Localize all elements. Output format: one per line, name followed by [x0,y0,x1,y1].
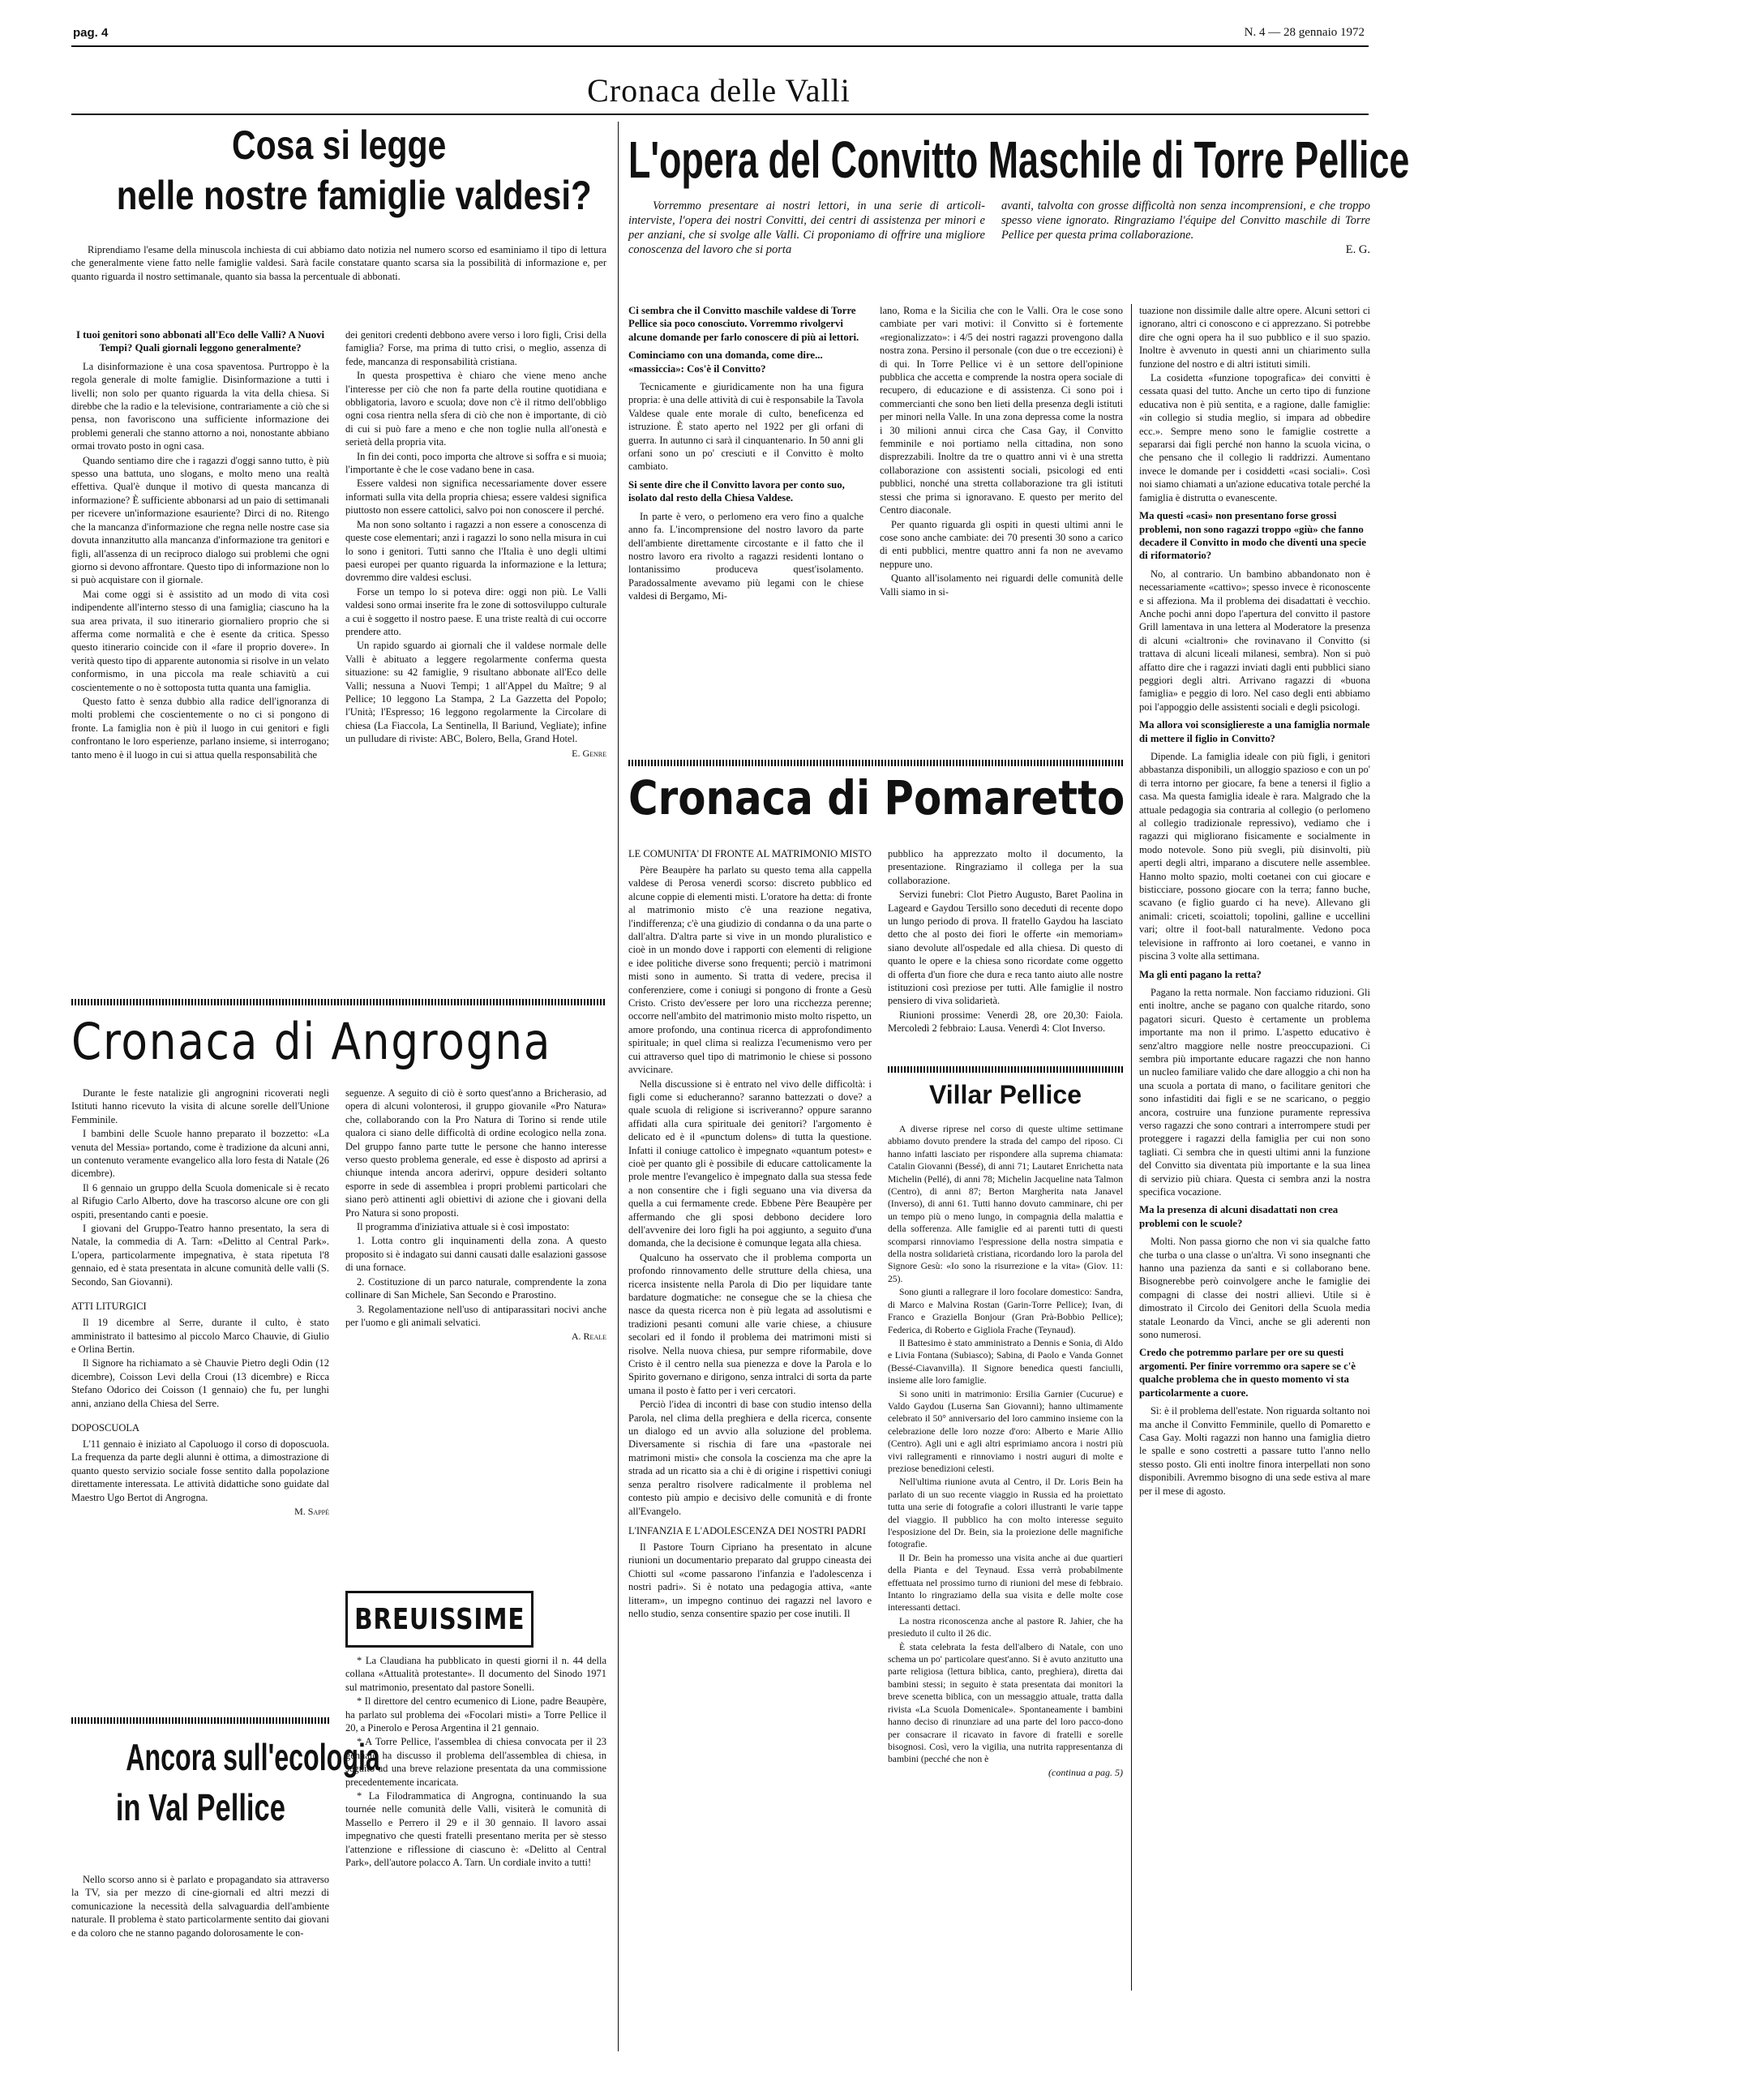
breuissime-box [345,1591,533,1648]
convitto-para: tuazione non dissimile dalle altre opere. Alcuni settori ci ignorano, altri ci conoscono e ci apprezzano. Si potrebbe dire che ogni opera ha il suo pubblico e il suo spazio. Inoltre è avvenuto in questi anni un chiarimento sulla funzione del nostro e di altri istituti simili. [1139,305,1370,370]
breuissime-para: * La Filodrammatica di Angrogna, continuando la sua tournée nelle comunità delle Valli, visiterà le comunità di Massello e Perrero il 29 e il 30 gennaio. Il lavoro assai impegnativo che questi fratelli presentano merita per sè stesso l'attenzione e riflessione di ciascuno è: «Delitto al Central Park», dell'autore polacco A. Tarn. Un cordiale invito a tutti! [345,1790,606,1869]
villar-para: Sono giunti a rallegrare il loro focolare domestico: Sandra, di Marco e Malvina Rostan (Garin-Torre Pellice); Ivan, di Franco e Graziella Bonjour (Gran Prà-Bobbio Pellice); Federica, di Roberto e Gigliola Frache (Teynaud). [888,1287,1123,1335]
legge-para: dei genitori credenti debbono avere verso i loro figli, Crisi della famiglia? Forse, ma prima di tutto crisi, o meglio, assenza di fede, mancanza di responsabilità cristiana. [345,329,606,367]
legge-para: Un rapido sguardo ai giornali che il valdese normale delle Valli è abituato a leggere regolarmente conferma questa situazione: su 42 famiglie, 9 risultano abbonate all'Eco delle Valli; nessuna a Nuovi Tempi; 1 all'Appel du Maître; 9 al Pellice; 10 leggono La Stampa, 2 La Gazzetta del Popolo; l'Unità; l'Espresso; 16 leggono regolarmente la Circolare di chiesa (La Fiaccola, La Sentinella, Il Bariund, Vegliate); infine un pulludare di riviste: ABC, Bolero, Bella, Grand Hotel. [345,640,606,745]
convitto-divider [628,760,1123,766]
villar-headline [888,1080,1123,1110]
column-rule [618,122,619,2051]
angrogna-title: Cronaca di Angrogna [71,1012,552,1071]
legge-col-1 [71,328,329,993]
legge-col-2 [345,328,606,993]
legge-para: Essere valdesi non significa necessariamente dover essere informati sulla vita della propria chiesa; essere valdesi significa piuttosto non essere cattolici, salvo poi non conoscere il perché. [345,478,606,516]
convitto-para: Molti. Non passa giorno che non vi sia qualche fatto che turba o una classe o un'altra. Vi sono insegnanti che hanno una pazienza da santi e si collaborano bene. Bisognerebbe però coinvolgere anche le famiglie dei compagni di classe dei nostri allievi. Utile si è dimostrato il Circolo dei Genitori della Scuola media statale Leonardo da Vinci, anche se gli aderenti non sono numerosi. [1139,1236,1370,1341]
legge-para: Quando sentiamo dire che i ragazzi d'oggi sanno tutto, è più spesso una battuta, uno slogans, e molto meno una realtà effettiva. Qual'è dunque il motivo di questa mancanza di informazione? È sufficiente abbonarsi ad un paio di settimanali per ricevere un'informazione esauriente? Dirci di no. Ritengo che la mancanza d'informazione che regna nelle nostre case sia dovuta innanzitutto alla mancanza d'informazione tra genitori e figli, all'assenza di un reciproco dialogo sui problemi che ogni giorno si devono affrontare. Questo tipo di informazione non lo si può acquistare con il giornale. [71,454,329,586]
villar-para: È stata celebrata la festa dell'albero di Natale, con uno schema un po' particolare quest'anno. Si è avuto anzitutto una parte religiosa (lettura biblica, canto, preghiera), diretta dai bambini stessi; in seguito è stata presentata dai monitori la breve scenetta biblica, con un messaggio attuale, tratta dalla rivista «La Scuola Domenicale». Spontaneamente i bambini hanno deciso di rinunziare ad una parte del loro pacco-dono per consacrare il ricavato in favore di fratelli e sorelle bisognosi. Così, vero la vigilia, una nutrita rappresentanza di bambini (pecché che non è [888,1641,1123,1765]
convitto-question: Ma allora voi sconsigliereste a una famiglia normale di mettere il figlio in Convitto? [1139,719,1370,744]
ecologia-para: Nello scorso anno si è parlato e propagandato sia attraverso la TV, sia per mezzo di cine-giornali ed altri mezzi di comunicazione la necessità della salvaguardia dell'ambiente naturale. Il problema è stato particolarmente sentito dai giovani e da coloro che ne stanno pagando dolorosamente le con- [71,1874,329,1939]
section-rule [71,114,1369,115]
convitto-para: Quanto all'isolamento nei riguardi delle comunità delle Valli siamo in si- [880,572,1123,598]
legge-title-2: nelle nostre famiglie valdesi? [116,173,592,218]
convitto-intro-b [1001,199,1370,257]
convitto-para: Pagano la retta normale. Non facciamo riduzioni. Gli enti inoltre, anche se pagano con qualche ritardo, sono pagatori sicuri. Questo è certamente un problema importante ma non il primo. L'aspetto educativo è senz'altro maggiore nelle nostre preoccupazioni. Ci sembra più importante educare ragazzi che non hanno un nucleo familiare valido che dare alloggio a chi non ha una scuola a portata di mano, o facilitare genitori che sono infastiditi dai figli e se ne scaricano, o peggio ancora, costruire una funzione puramente repressiva verso ragazzi che sono contrari a interrompere studi per proteggere i ragazzi della famiglia per cui non sono tagliati. Ci sembra che in questi ultimi anni la funzione del Convitto sia diventata più importante e la sua linea di servizio più chiara. Questa ci sembra anzi la nostra specifica vocazione. [1139,986,1370,1198]
convitto-intro-a: Vorremmo presentare ai nostri lettori, in una serie di articoli-interviste, l'opera dei nostri Convitti, dei centri di assistenza per minori e per anziani, che si svolge alle Valli. Ci proponiamo di offrire una migliore conoscenza del lavoro che si porta [628,199,985,256]
angrogna-col-1 [71,1086,329,1711]
pomaretto-col-2 [888,847,1123,1062]
villar-continue: (continua a pag. 5) [1048,1766,1123,1778]
angrogna-para: L'11 gennaio è iniziato al Capoluogo il corso di doposcuola. La frequenza da parte degli alunni è ottima, a dimostrazione di quanto questo servizio sociale fosse sentito dalla popolazione direttamente interessata. Le attività didattiche sono guidate dal Maestro Ugo Bertot di Angrogna. [71,1438,329,1503]
convitto-col-1 [628,304,863,754]
legge-para: In questa prospettiva è chiaro che viene meno anche l'interesse per ciò che non fa parte della routine quotidiana e obbligatoria, lavoro e scuola; dove non c'è il ritmo dell'obbligo ogni cosa rientra nella sfera di ciò che non è importante, di ciò di cui si può fare a meno e che non toglie nulla all'onestà e serietà della propria vita. [345,370,606,448]
convitto-col-2 [880,304,1123,754]
angrogna-sub-dopo: DOPOSCUOLA [71,1421,140,1434]
pomaretto-para: Qualcuno ha osservato che il problema comporta un profondo rinnovamento delle strutture della chiesa, una ricerca insistente nella Parola di Dio per liquidare tante bardature dogmatiche: ne consegue che se la chiesa che nasce da questa ricerca non è più legata ad assolutismi e tradizioni pesanti comuni alle varie chiese, a chiusure secolari ed il fondo il problema dei matrimoni misti si risolve. Nella nuova chiesa, pur sempre riformabile, dove Cristo è il centro nella sua pienezza e dove la Parola e lo Spirito governano e dirigono, senza intralci di sorta da parte umana il posto è fatto per i veri cercatori. [628,1251,872,1396]
convitto-para: No, al contrario. Un bambino abbandonato non è necessariamente «cattivo»; spesso invece è riconoscente e si affeziona. Ma il problema dei disadattati è vecchio. Anche pochi anni dopo l'apertura del convitto il pastore Grill lamentava in una lettera al Moderatore la presenza di alcuni «cialtroni» che rovinavano il Convitto (si trattava di alcuni liceali milanesi, sembra). Non si può affatto dire che i ragazzi inviati dagli enti pubblici siano peggiori degli altri. Arrivano ragazzi di «buona famiglia» e peggio di loro. Nel caso degli enti abbiamo poi l'appoggio delle assistenti sociali e degli psicologi. [1139,568,1370,713]
legge-headline [71,122,606,227]
convitto-question: Ma la presenza di alcuni disadattati non crea problemi con le scuole? [1139,1204,1339,1229]
breuissime-para: * A Torre Pellice, l'assemblea di chiesa convocata per il 23 gennaio ha discusso il problema dell'assemblea di chiesa, in seguito ad una breve relazione presentata da una commissione precedentemente incaricata. [345,1736,606,1788]
breuissime-title: BREUISSIME [354,1602,525,1636]
convitto-para: Sì: è il problema dell'estate. Non riguarda soltanto noi ma anche il Convitto Femminile, quello di Pomaretto e Casa Gay. Molti ragazzi non hanno una famiglia dietro le spalle e sono costretti a passare tutto l'anno nello stesso posto. Gli enti inoltre finora interpellati non sono disponibili. Avremmo bisogno di una sede estiva al mare per il mese di agosto. [1139,1405,1370,1497]
angrogna-para: 3. Regolamentazione nell'uso di antiparassitari nocivi anche per l'uomo e gli animali selvatici. [345,1303,606,1328]
page-number: pag. 4 [73,26,109,40]
pomaretto-sub-1: LE COMUNITA' DI FRONTE AL MATRIMONIO MISTO [628,848,872,859]
pomaretto-para: pubblico ha apprezzato molto il documento, la presentazione. Ringraziamo il collega per la sua collaborazione. [888,848,1123,886]
pomaretto-sub-2: L'INFANZIA E L'ADOLESCENZA DEI NOSTRI PADRI [628,1524,867,1536]
pomaretto-para: Il Pastore Tourn Cipriano ha presentato in alcune riunioni un documentario preparato dal gruppo cineasta dei Chiotti sul «come passarono l'infanzia e l'adolescenza i nostri padri». Si è notato una pedagogia attiva, «ante litteram», un impegno continuo dei ragazzi nel lavoro e nello studio, senza consentire spazio per cose inutili. Il [628,1541,872,1619]
convitto-question: Ma gli enti pagano la retta? [1139,968,1262,980]
convitto-inner-rule [1131,304,1132,1991]
pomaretto-para: Riunioni prossime: Venerdì 28, ore 20,30: Faiola. Mercoledì 2 febbraio: Lausa. Venerdì 4: Clot Inverso. [888,1009,1123,1035]
legge-para: Ma non sono soltanto i ragazzi a non essere a conoscenza di queste cose elementari; anzi i ragazzi lo sono nella misura in cui lo sono i genitori. Tutti sanno che l'Italia è uno degli ultimi paesi europei per quanto riguarda la informazione e la lettura; dovremmo dire valdesi esclusi. [345,518,606,584]
ecologia-title-2: in Val Pellice [115,1786,285,1828]
villar-para: A diverse riprese nel corso di queste ultime settimane abbiamo dovuto prendere la strada del campo del riposo. Ci hanno infatti lasciato per rispondere alla suprema chiamata: Catalin Giovanni (Bessé), di anni 71; Lautaret Enrichetta nata Michelin (Pellé), di anni 78; Michelin Jacqueline nata Talmon (Centro), di anni 87; Berton Margherita nata Janavel (Inverso), di anni 61. Tutti hanno dovuto camminare, chi per un tempo più o meno lungo, in compagnia della malattia e della sofferenza. Alle famiglie ed ai parenti tutti di questi scomparsi rinnoviamo l'espressione della nostra simpatia e della nostra solidarietà cristiana, ricordando loro la parola del Signore Gesù: «Io sono la risurrezione e la vita» (Giov. 11: 25). [888,1124,1123,1284]
angrogna-divider [71,1717,329,1724]
legge-para: La disinformazione è una cosa spaventosa. Purtroppo è la regola generale di molte famiglie. Disinformazione a tutti i livelli; non solo per quanto riguarda la vita della chiesa. Si direbbe che la radio e la televisione, contrariamente a ciò che si pensa, non favoriscono una sufficiente informazione dei problemi generali che stanno attorno a noi, nonostante abbiano ormai trovato posto in ogni casa. [71,360,329,452]
pomaretto-headline [628,770,1123,843]
convitto-question: Si sente dire che il Convitto lavora per conto suo, isolato dal resto della Chiesa Valdese. [628,478,845,504]
legge-para: In fin dei conti, poco importa che altrove si soffra e si muoia; l'importante è che le cose vadano bene in casa. [345,450,606,476]
breuissime-para: * La Claudiana ha pubblicato in questi giorni il n. 44 della collana «Attualità protestante». Il documento del Sinodo 1971 sul matrimonio, presentato dal pastore Sonelli. [345,1655,606,1693]
angrogna-para: 2. Costituzione di un parco naturale, comprendente la zona collinare di San Michele, San Secondo e Prarostino. [345,1275,606,1301]
convitto-intro-b-text: avanti, talvolta con grosse difficoltà non senza incomprensioni, e che troppo spesso viene ignorato. Ringraziamo l'équipe del Convitto maschile di Torre Pellice per questa prima collaborazione. [1001,199,1370,242]
legge-para: Mai come oggi si è assistito ad un modo di vita così indipendente all'interno stesso di una famiglia; ciascuno ha la sua area privata, il suo itinerario giornaliero proprio che si afferma come normalità e che è esente da critica. Spesso questo itinerario coincide con il «fare il proprio dovere». In verità questo tipo di apparente autonomia si risolve in un velato conformismo, in una piccola ma reale schiavitù a cui coscientemente o no è sottoposta tutta quanta una famiglia. [71,588,329,693]
angrogna-para: Durante le feste natalizie gli angrognini ricoverati negli Istituti hanno ricevuto la visita di alcune sorelle dell'Unione Femminile. [71,1087,329,1125]
pomaretto-divider [888,1066,1123,1073]
angrogna-signature-1: M. Sappé [294,1505,329,1517]
legge-para: Forse un tempo lo si poteva dire: oggi non più. Le Valli valdesi sono ormai inserite fra le zone di sottosviluppo culturale a cui è soggetto il nostro paese. E una triste realtà di cui occorre prendere atto. [345,585,606,637]
convitto-question: Credo che potremmo parlare per ore su questi argomenti. Per finire vorremmo ora sapere se c'è qualche problema che in questo momento vi sta particolarmente a cuore. [1139,1347,1356,1399]
angrogna-para: seguenze. A seguito di ciò è sorto quest'anno a Bricherasio, ad opera di alcuni volonterosi, il gruppo giovanile «Pro Natura» che, collaborando con la Pro Natura di Torino si rende utile qualora ci siano delle difficoltà di ordine ecologico nella zona. Del gruppo fanno parte tutte le persone che hanno interesse verso questo problema generale, ed esse è disposto ad aprirsi a chiunque intenda ancora aderirvi, oppure desideri soltanto esporre in sede di assemblea i propri problemi particolari che siano però attinenti agli obiettivi di azione che i giovani della Pro Natura si sono proposti. [345,1087,606,1219]
convitto-para: In parte è vero, o perlomeno era vero fino a qualche anno fa. L'incomprensione del nostro lavoro da parte dell'ambiente direttamente circostante e il fatto che il nostro lavoro era rivolto a ragazzi residenti lontano o lontanissimo produceva quest'isolamento. Paradossalmente avevamo più legami con le chiese valdesi di Bergamo, Mi- [628,510,863,602]
legge-para: Questo fatto è senza dubbio alla radice dell'ignoranza di molti problemi che coscientemente o no ci si pongono di fronte. La famiglia non è più il luogo in cui genitori e figli confrontano le loro esperienze, parlano insieme, si interrogano; tanto meno è il luogo in cui si attua quella responsabilità che [71,695,329,761]
villar-col [888,1123,1123,2039]
villar-para: Il Dr. Bein ha promesso una visita anche ai due quartieri della Pianta e del Teynaud. Essa verrà probabilmente effettuata nel prossimo turno di riunioni del mese di febbraio. Intanto lo ringraziamo della sua visita e delle molte cose interessanti dettaci. [888,1552,1123,1614]
angrogna-para: Il 6 gennaio un gruppo della Scuola domenicale si è recato al Rifugio Carlo Alberto, dove ha trascorso alcune ore con gli ospiti, presentando canti e poesie. [71,1181,329,1220]
villar-para: La nostra riconoscenza anche al pastore R. Jahier, che ha presieduto il culto il 26 dic. [888,1615,1123,1639]
angrogna-para: Il programma d'iniziativa attuale si è così impostato: [357,1221,570,1233]
pomaretto-para: Servizi funebri: Clot Pietro Augusto, Baret Paolina in Lageard e Gaydou Tersillo sono deceduti di recente dopo un lungo periodo di prova. Il fratello Gaydou ha lasciato detto che al posto dei fiori le offerte «in memoriam» siano devolute all'ospedale ed alla chiesa. Di questo di quanto le opere e la chiesa sono ricordate come oggetto di offerta d'un fiore che dura e reca tanto aiuto alle nostre istituzioni così preziose per tutti. Alle famiglie il nostro pensiero di viva solidarietà. [888,889,1123,1007]
legge-title-1: Cosa si legge [231,122,447,168]
villar-para: Si sono uniti in matrimonio: Ersilia Garnier (Cucurue) e Valdo Gaydou (Luserna San Giovanni); hanno ultimamente celebrato il 50° anniversario del loro cammino insieme con la celebrazione delle loro nozze d'oro: Alberto e Marie Allio (Centro). Agli uni e agli altri esprimiamo ancora i nostri più vivi rallegramenti e rinnoviamo i nostri auguri di molte e preziose benedizioni celesti. [888,1388,1123,1474]
ecologia-col [71,1873,329,2047]
legge-divider [71,999,606,1005]
convitto-question: Ci sembra che il Convitto maschile valdese di Torre Pellice sia poco conosciuto. Vorremmo rivolgervi alcune domande per farlo conoscere di più ai lettori. [628,305,859,343]
villar-para: Il Battesimo è stato amministrato a Dennis e Sonia, di Aldo e Livia Fontana (Subiasco); Sabina, di Paolo e Vanda Gonnet (Bessé-Ciavanvilla). Il Signore benedica questi fanciulli, insieme alle loro famiglie. [888,1337,1123,1386]
convitto-para: La cosidetta «funzione topografica» dei convitti è cessata quasi del tutto. Anche un certo tipo di funzione educativa non è più sentita, e a ragione, dalle famiglie: «in collegio si studia meglio, si impara ad obbedire ecc.». Sempre meno sono le famiglie costrette a separarsi dai figli perché non hanno la scuola vicina, o che pensano che il collegio li raddrizzi. Aumentano invece le domande per i cosiddetti «casi sociali». Così noi siamo chiamati a un'azione educativa totale perché la famiglia è distrutta o evanescente. [1139,372,1370,504]
angrogna-col-2 [345,1086,606,1569]
angrogna-para: 1. Lotta contro gli inquinamenti della zona. A questo proposito si è indagato sui danni causati dalle esalazioni gassose di una fornace. [345,1235,606,1274]
angrogna-headline [71,1012,606,1081]
angrogna-sub-atti: ATTI LITURGICI [71,1301,147,1313]
ecologia-headline [71,1735,380,1873]
convitto-question: Cominciamo con una domanda, come dire... «massiccia»: Cos'è il Convitto? [628,349,823,375]
pomaretto-col-1 [628,847,872,2051]
pomaretto-para: Perciò l'idea di incontri di base con studio intenso della Parola, nel clima della preghiera e della ricerca, consente un dialogo ed un avvio alla soluzione del problema. Diversamente si rischia di fare una «pastorale nei matrimoni misti» che consola la coscienza ma che apre la strada ad un ricatto sia a chi è di origine i rispettivi coniugi senza peraltro risolvere radicalmente il problema nel contesto più ampio e decisivo delle comunità e di fronte all'Evangelo. [628,1399,872,1517]
villar-para: Nell'ultima riunione avuta al Centro, il Dr. Loris Bein ha parlato di un suo recente viaggio in Russia ed ha proiettato tutta una serie di fotografie a colori illustranti le varie tappe del viaggio. Il pubblico ha con molto interesse seguito l'esposizione del Dr. Bein, sia la proiezione delle magnifiche fotografie. [888,1476,1123,1550]
section-title: Cronaca delle Valli [587,72,851,109]
angrogna-para: Il Signore ha richiamato a sè Chauvie Pietro degli Odin (12 dicembre), Coisson Levi della Croui (13 dicembre) e Ricca Stefano Odorico dei Coisson (1 gennaio) che fu, per lunghi anni, anziano della Chiesa del Serre. [71,1357,329,1409]
pomaretto-title: Cronaca di Pomaretto [628,770,1125,825]
header-rule [71,45,1369,47]
convitto-headline [628,130,1410,195]
convitto-para: Tecnicamente e giuridicamente non ha una figura propria: è una delle attività di cui è responsabile la Tavola Valdese quale ente morale di culto, beneficenza ed istruzione. È stato aperto nel 1922 per gli orfani di guerra. In autunno ci sarà il cinquantenario. In 50 anni gli orfani sono un po' cresciuti e il Convitto è molto cambiato. [628,381,863,473]
breuissime-col [345,1654,606,2051]
pomaretto-para: Père Beaupère ha parlato su questo tema alla cappella valdese di Perosa venerdì scorso: discreto pubblico ed alcune coppie di elementi misti. L'oratore ha detta: di fronte al matrimonio misto c'è una reazione negativa, l'indifferenza; c'è una giudizio di condanna o da una parte o dall'altra. D'altra parte si vive in un mondo pluralistico e cioè in un mondo dove i rapporti con elementi di religione e idee politiche diverse sono frequenti; perciò i matrimoni misti sono in aumento. Si tratta di vedere, precisa il conferenziere, come i coniugi si pongono di fronte a Gesù Cristo. Cristo dev'essere per loro una ricchezza perenne; occorre nell'ambito del matrimonio misto molto rispetto, un amore profondo, una continua ricerca di approfondimento spirituale; in quel clima si realizza l'ecumenismo vero per cui attraverso quel tipo di matrimonio le chiese si possono avvicinare. [628,864,872,1076]
legge-question: I tuoi genitori sono abbonati all'Eco delle Valli? A Nuovi Tempi? Quali giornali leggono generalmente? [75,329,325,354]
legge-signature: E. Genre [572,747,606,759]
convitto-question: Ma questi «casi» non presentano forse grossi problemi, non sono ragazzi troppo «giù» che fanno decadere il Convitto in modo che diventi una specie di riformatorio? [1139,510,1366,562]
breuissime-para: * Il direttore del centro ecumenico di Lione, padre Beaupère, ha parlato sul problema dei «Focolari misti» a Torre Pellice il 20, a Pinerolo e Perosa Argentina il 21 gennaio. [345,1695,606,1734]
convitto-para: Per quanto riguarda gli ospiti in questi ultimi anni le cose sono anche cambiate: dei 70 presenti 30 sono a carico di enti pubblici, mentre quattro anni fa non ne avevamo neppure uno. [880,518,1123,570]
pomaretto-para: Nella discussione si è entrato nel vivo delle difficoltà: i figli come si educheranno? saranno battezzati o dove? a quale scuola di religione si iscriveranno? oppure saranno affidati alla cura spirituale dei genitori? l'argomento è delicato ed è il «punctum dolens» di tutta la questione. Infatti il coniuge cattolico è impegnato «quantum potest» e cioè per quanto gli è possibile di educare cattolicamente la prole mentre l'evangelico è impegnato dalla sua stessa fede a non consentire che i figli seguano una via diversa da quella a cui fermamente crede. Ebbene Père Beaupère per affermando che gli sposi debbono decidere loro dell'avvenire dei loro figli ha poi aggiunto, a seguito d'una domanda, che la decisione è comunque legata alla chiesa. [628,1078,872,1249]
angrogna-para: I bambini delle Scuole hanno preparato il bozzetto: «La venuta del Messia» portando, come è tradizione da alcuni anni, un contenuto veramente evangelico alla loro festa di Natale (26 dicembre). [71,1128,329,1180]
villar-title: Villar Pellice [929,1080,1082,1109]
convitto-intro-sig: E. G. [1345,243,1370,256]
angrogna-signature-2: A. Reale [571,1331,606,1343]
ecologia-title-1: Ancora sull'ecologia [126,1736,380,1778]
angrogna-para: I giovani del Gruppo-Teatro hanno presentato, la sera di Natale, la commedia di A. Tarn: «Delitto al Central Park». L'opera, particolarmente impegnativa, è stata ripetuta l'8 gennaio, ed è stata presentata in alcune comunità delle valli (S. Secondo, San Giovanni). [71,1223,329,1288]
angrogna-para: Il 19 dicembre al Serre, durante il culto, è stato amministrato il battesimo al piccolo Marco Chauvie, di Giulio e Orlina Bertin. [71,1317,329,1355]
convitto-para: Dipende. La famiglia ideale con più figli, i genitori abbastanza disponibili, un alloggio spazioso e con un po' di terra intorno per giocare, fa bene a tenersi il figlio a casa. Ma questa famiglia ideale è rara. Malgrado che la attuale pedagogia sia contraria al collegio (o perlomeno al collegio tradizionale repressivo), vediamo che i ragazzi qui migliorano fisicamente e socialmente in modo notevole. Sono più svegli, più disinvolti, più aperti degli altri, imparano a discutere nelle assemblee. Hanno molto spazio, molti coetanei con cui giocare e bisticciare, possono giocare con la terra; fanno buche, scavano (e figlio guardo ci ha neve). Allevano gli animali: criceti, scoiattoli; topolini, galline e uccellini vari; oltre il foot-ball naturalmente. Vedono poca televisione in raffronto ai loro coetanei, e vanno in piscina 3 volte alla settimana. [1139,751,1370,962]
convitto-para: lano, Roma e la Sicilia che con le Valli. Ora le cose sono cambiate per vari motivi: il Convitto si è fortemente «regionalizzato»: i 4/5 dei nostri ragazzi provengono dalla nostra zona. Persino il personale (con due o tre eccezioni) è di qui. In Torre Pellice vi è un settore dell'opinione pubblica che accetta e comprende la nostra opera sociale di recupero, di educazione e di assistenza. Ci sono poi i commercianti che sono ben lieti della presenza degli istituti per minori nella Valle. In una zona depressa come la nostra i 30 milioni annui circa che Casa Gay, il Convitto femminile e noi portiamo nella cittadina, non sono disprezzabili. Inoltre da tre o quattro anni vi è una stretta collaborazione con assistenti sociali, psicologi ed enti pubblici, nonché una stretta collaborazione tra gli istituti stessi che prima si ignoravano. E questo per merito del Centro diaconale. [880,305,1123,516]
convitto-col-3 [1139,304,1370,1991]
issue-date: N. 4 — 28 gennaio 1972 [1244,26,1365,39]
legge-intro: Riprendiamo l'esame della minuscola inchiesta di cui abbiamo dato notizia nel numero scorso ed esaminiamo il tipo di lettura che generalmente viene fatto nelle famiglie valdesi. Sarà facile constatare quanto scarsa sia la possibilità di informazione e, per quanto riguarda il nostro settimanale, quanto sia bassa la percentuale di abbonati. [71,244,606,282]
convitto-title: L'opera del Convitto Maschile di Torre Pellice [628,131,1410,189]
